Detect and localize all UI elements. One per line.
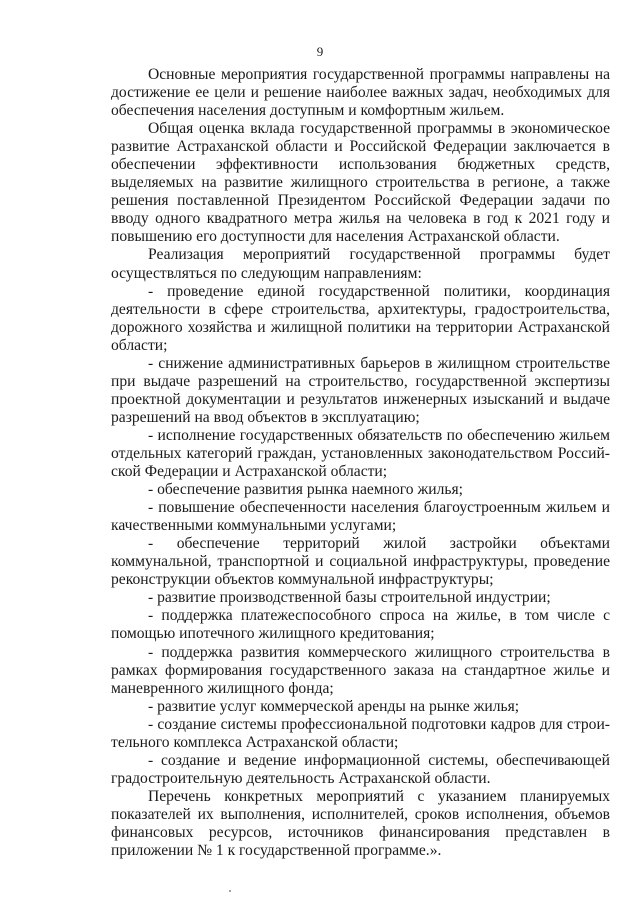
scan-speck: [229, 890, 231, 892]
list-item: - развитие услуг коммерческой аренды на рынке жилья;: [148, 697, 520, 715]
paragraph: Основные мероприятия государственной программы направлены на достижение ее цели и решение наиболее важных задач, необходимых для обеспечения населения доступным и комфортным жильем.: [111, 66, 610, 120]
list-item: - развитие производственной базы строительной индустрии;: [148, 589, 551, 607]
list-item: - создание и ведение информационной системы, обеспечивающей градостроительную деятельность Астраханской области.: [111, 751, 610, 787]
list-item: - поддержка платежеспособного спроса на жилье, в том числе с помощью ипотечного жилищного кредитования;: [111, 607, 610, 643]
list-item: - обеспечение развития рынка наемного жилья;: [148, 481, 464, 499]
list-item: - повышение обеспеченности населения благоустроенным жильем и качественными коммунальными услугами;: [111, 499, 610, 535]
list-item: - обеспечение территорий жилой застройки объектами коммунальной, транспортной и социальной инфраструктуры, проведение реконструкции объектов коммунальной инфраструктуры;: [111, 535, 610, 589]
list-item: - создание системы профессиональной подготовки кадров для строительного комплекса Астраханской области;: [111, 715, 610, 751]
list-item: - снижение административных барьеров в жилищном строительстве при выдаче разрешений на строительство, государственной экспертизы проектной документации и результатов инженерных изысканий и выдаче разрешений на ввод объектов в эксплуатацию;: [111, 354, 610, 426]
list-item: - исполнение государственных обязательств по обеспечению жильем отдельных категорий граждан, установленных законодательством Российской Федерации и Астраханской области;: [111, 426, 610, 481]
paragraph: Общая оценка вклада государственной программы в экономическое развитие Астраханской области и Российской Федерации заключается в обеспечении эффективности использования бюджетных средств, выделяемых на развитие жилищного строительства в регионе, а также решения поставленной Президентом Российской Федерации задачи по вводу одного квадратного метра жилья на человека в год к 2021 году и повышению его доступности для населения Астраханской области.: [111, 120, 610, 246]
paragraph: Реализация мероприятий государственной программы будет осуществляться по следующим направлениям:: [111, 246, 610, 282]
list-item: - проведение единой государственной политики, координация деятельности в сфере строительства, архитектуры, градостроительства, дорожного хозяйства и жилищной политики на территории Астраханской области;: [111, 282, 610, 354]
list-item: - поддержка развития коммерческого жилищного строительства в рамках формирования государственного заказа на стандартное жилье и маневренного жилищного фонда;: [111, 643, 610, 697]
page-number: 9: [316, 44, 324, 59]
document-body: [111, 66, 610, 860]
closing-paragraph: Перечень конкретных мероприятий с указанием планируемых показателей их выполнения, исполнителей, сроков исполнения, объемов финансовых ресурсов, источников финансирования представлен в приложении № 1 к государственной программе.».: [111, 787, 610, 860]
